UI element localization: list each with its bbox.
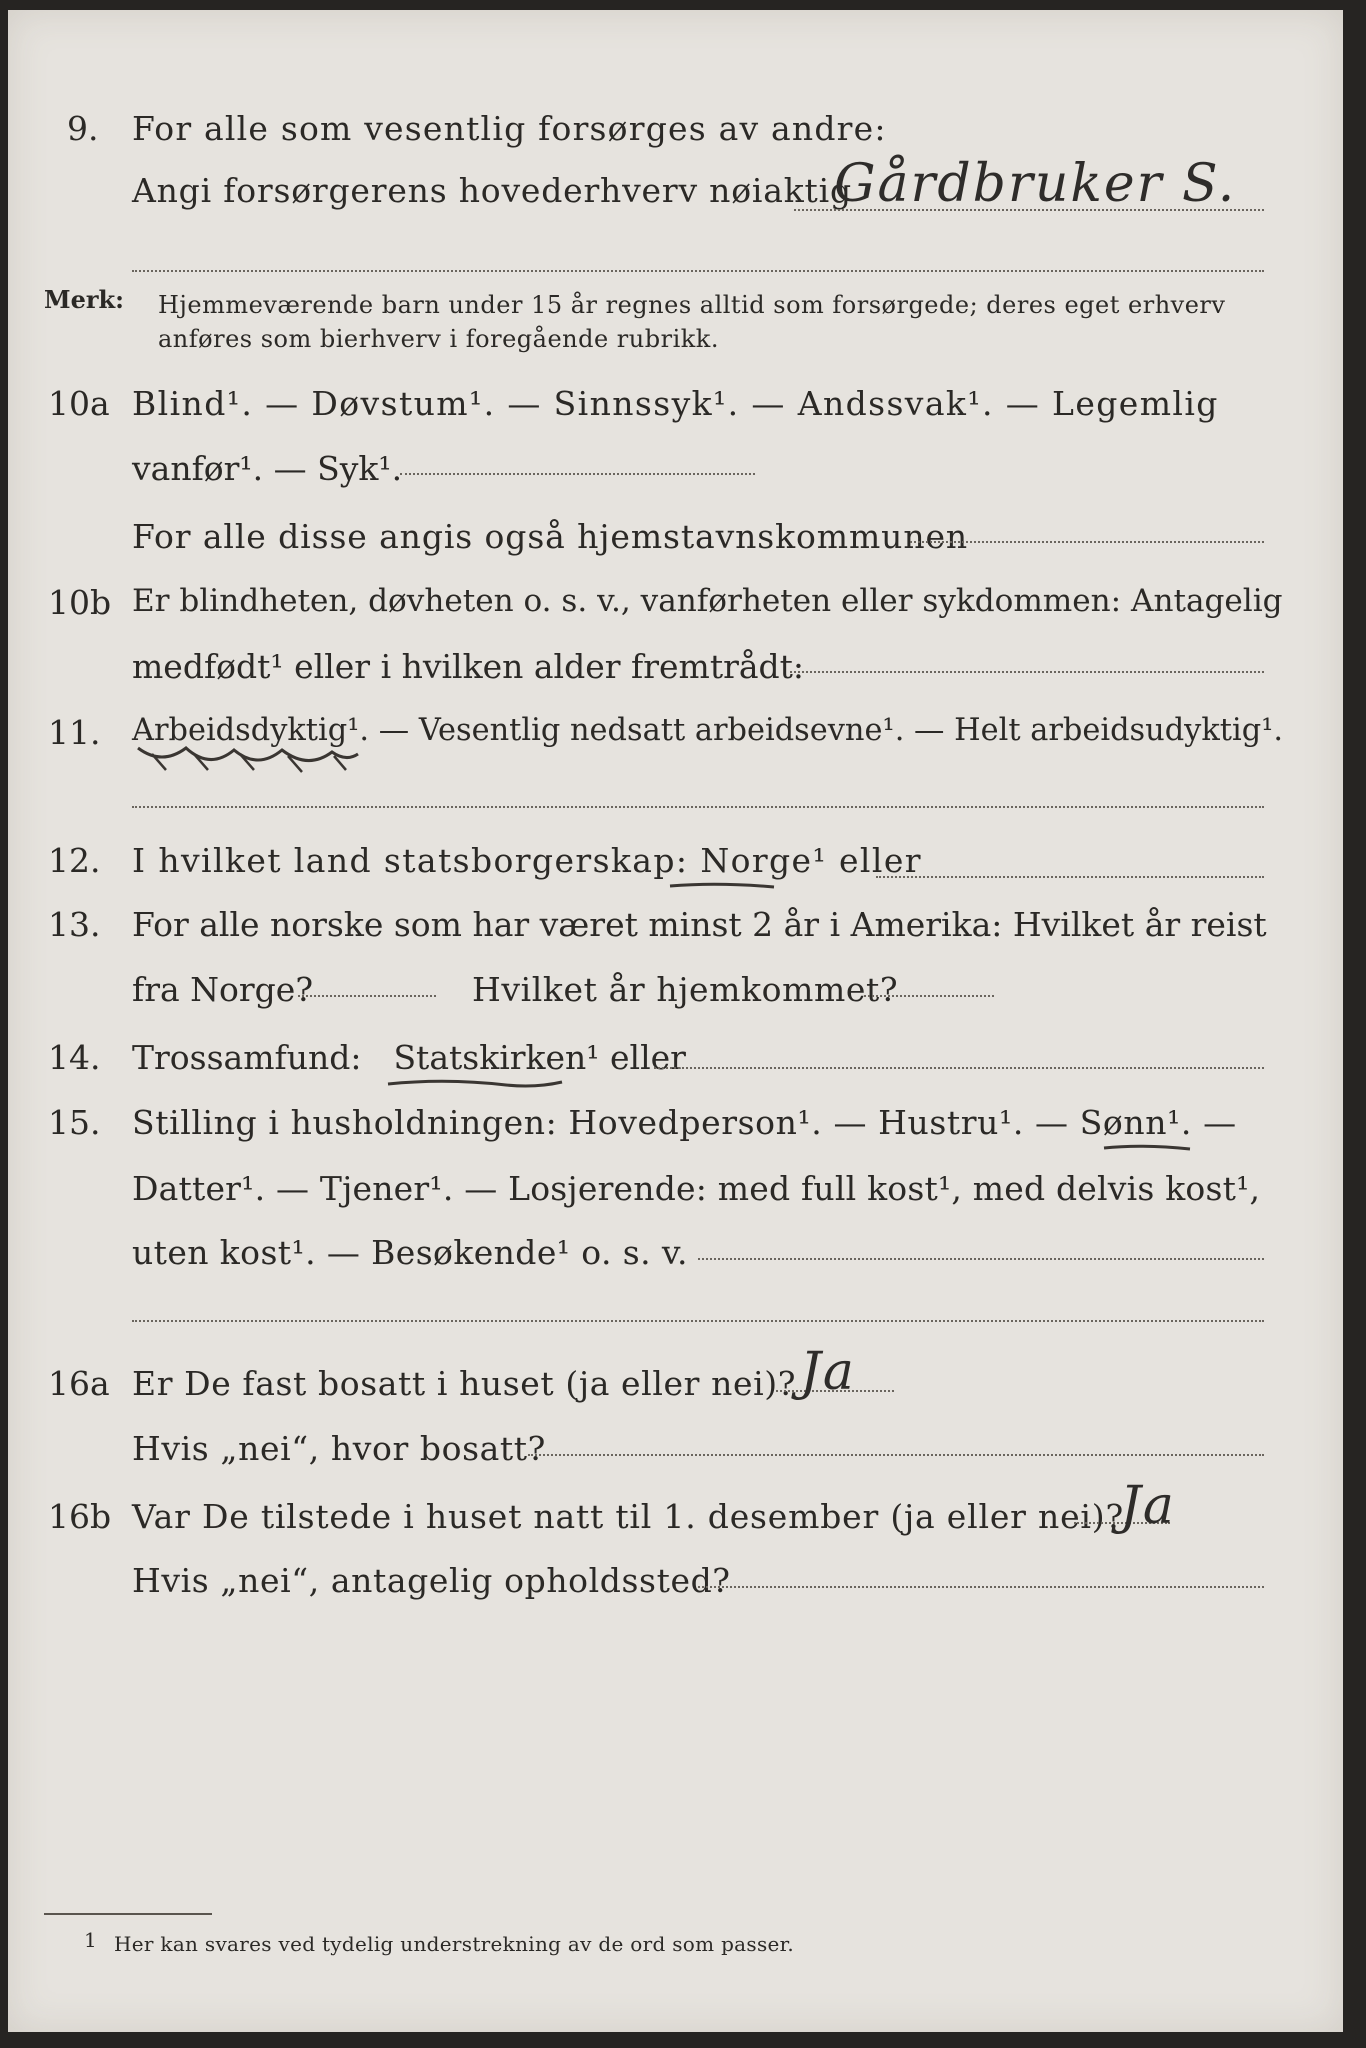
q16a-number: 16a — [48, 1364, 110, 1403]
merk-note-line2: anføres som bierhverv i foregående rubrikk. — [158, 325, 719, 353]
q10a-number: 10a — [48, 384, 110, 423]
q15-question-end: ¹. — — [1167, 1103, 1237, 1142]
q12-question — [132, 841, 922, 880]
q14-answer-line — [654, 1067, 1264, 1069]
q15-question-text: Stilling i husholdningen: Hovedperson¹. — Hustru¹. — — [132, 1103, 1069, 1142]
q13-hjemkommet-line — [864, 995, 994, 997]
q14-trossamfund — [132, 1038, 686, 1077]
q9-number: 9. — [67, 109, 99, 148]
q10b-number: 10b — [48, 583, 112, 622]
q10a-hjemstavn-line — [910, 541, 1264, 543]
q12-answer-line — [876, 876, 1264, 878]
q16b-opholdssted-line — [698, 1586, 1264, 1588]
q14-statskirken-underline — [386, 1076, 566, 1090]
q13-question: For alle norske som har været minst 2 år i Amerika: Hvilket år reist — [132, 905, 1267, 944]
q15-sonn: Sønn — [1079, 1103, 1168, 1142]
q12-number: 12. — [48, 841, 101, 880]
q16a-question: Er De fast bosatt i huset (ja eller nei)? — [132, 1364, 796, 1403]
q11-handwritten-mark — [132, 740, 372, 776]
q10b-question-line2: medfødt¹ eller i hvilken alder fremtrådt: — [132, 647, 805, 686]
merk-label: Merk: — [44, 285, 124, 314]
footnote-text: Her kan svares ved tydelig understrekning av de ord som passer. — [114, 1932, 794, 1956]
q16a-handwritten-answer: Ja — [800, 1342, 856, 1402]
q15-number: 15. — [48, 1103, 101, 1142]
footnote-rule — [44, 1913, 212, 1915]
q13-reist-line — [298, 995, 436, 997]
q10a-answer-line — [400, 473, 755, 475]
merk-note-line1: Hjemmeværende barn under 15 år regnes alltid som forsørgede; deres eget erhverv — [158, 291, 1226, 319]
q9-question-line2: Angi forsørgerens hovederhverv nøiaktig — [132, 171, 852, 210]
q12-norge: Norge — [700, 841, 813, 880]
q13-reist-label: fra Norge? — [132, 970, 314, 1009]
q16b-number: 16b — [48, 1497, 112, 1536]
q11-arbeidsdyktig: Arbeidsdyktig — [132, 713, 348, 748]
q16a-bosatt-line — [528, 1454, 1264, 1456]
q15-sonn-underline — [1102, 1142, 1194, 1154]
q16a-question-line2: Hvis „nei“, hvor bosatt? — [132, 1429, 546, 1468]
q13-number: 13. — [48, 905, 101, 944]
q10a-question-line2: vanfør¹. — Syk¹. — [132, 449, 403, 488]
q15-extra-line — [132, 1320, 1264, 1322]
q10a-question-line3: For alle disse angis også hjemstavnskommunen — [132, 517, 969, 556]
q10a-question: Blind¹. — Døvstum¹. — Sinnssyk¹. — Andssvak¹. — Legemlig — [132, 384, 1219, 423]
q9-question: For alle som vesentlig forsørges av andre: — [132, 109, 887, 148]
q11-question-rest: ¹. — Vesentlig nedsatt arbeidsevne¹. — Helt arbeidsudyktig¹. — [347, 713, 1284, 748]
q11-number: 11. — [48, 713, 101, 752]
q15-question-line2: Datter¹. — Tjener¹. — Losjerende: med full kost¹, med delvis kost¹, — [132, 1169, 1261, 1208]
q10b-question: Er blindheten, døvheten o. s. v., vanførheten eller sykdommen: Antagelig — [132, 583, 1283, 619]
q12-question-text: I hvilket land statsborgerskap: — [132, 841, 689, 880]
q14-statskirken: Statskirken — [393, 1038, 587, 1077]
q14-question-text: Trossamfund: — [132, 1038, 362, 1077]
q12-norge-underline — [668, 880, 778, 892]
q15-question — [132, 1103, 1237, 1142]
q11-extra-line — [132, 806, 1264, 808]
q15-question-line3: uten kost¹. — Besøkende¹ o. s. v. — [132, 1233, 688, 1272]
q16b-question: Var De tilstede i huset natt til 1. desember (ja eller nei)? — [132, 1497, 1124, 1536]
census-form-page — [8, 10, 1343, 2032]
q10b-answer-line — [790, 671, 1264, 673]
footnote-mark: 1 — [84, 1928, 97, 1952]
q12-eller: ¹ eller — [812, 841, 922, 880]
q14-number: 14. — [48, 1038, 101, 1077]
q16b-question-line2: Hvis „nei“, antagelig opholdssted? — [132, 1561, 731, 1600]
q9-extra-line — [132, 270, 1264, 272]
q9-handwritten-answer: Gårdbruker S. — [834, 154, 1237, 214]
q15-answer-line — [698, 1258, 1264, 1260]
q16b-handwritten-answer: Ja — [1120, 1476, 1176, 1536]
q14-eller: ¹ eller — [586, 1038, 686, 1077]
q13-hjemkommet-label: Hvilket år hjemkommet? — [472, 970, 899, 1009]
